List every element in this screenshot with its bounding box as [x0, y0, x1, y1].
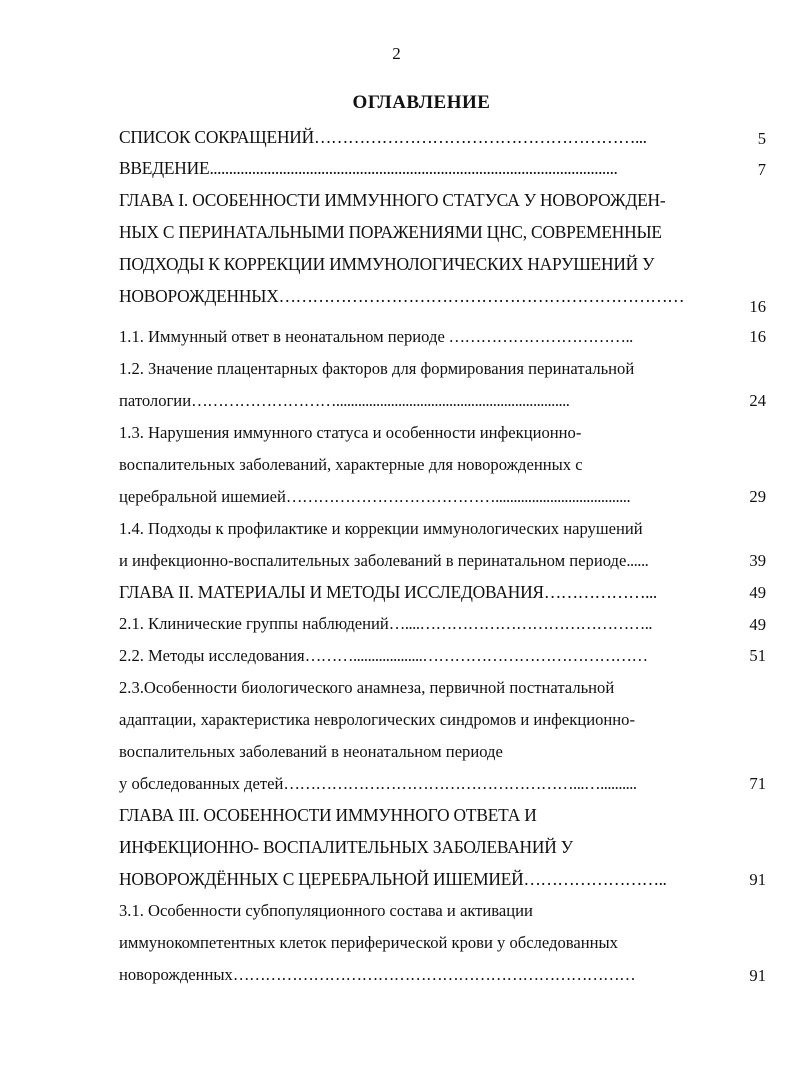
toc-page-12: 29 — [749, 487, 766, 506]
toc-text: иммунокомпетентных клеток периферической крови у обследованных — [119, 933, 618, 952]
toc-text: 3.1. Особенности субпопуляционного состава и активации — [119, 901, 533, 920]
toc-line-24 — [119, 869, 735, 890]
toc-text: церебральной ишемией — [119, 487, 286, 506]
toc-line-5 — [119, 254, 735, 275]
toc-line-17 — [119, 646, 735, 666]
page-number: 2 — [392, 44, 401, 63]
toc-text: 1.1. Иммунный ответ в неонатальном периоде — [119, 327, 445, 346]
toc-text: НЫХ С ПЕРИНАТАЛЬНЫМИ ПОРАЖЕНИЯМИ ЦНС, СОВРЕМЕННЫЕ — [119, 222, 662, 242]
toc-text: НОВОРОЖДЕННЫХ — [119, 286, 279, 306]
toc-text: 2.2. Методы исследования — [119, 646, 305, 665]
toc-page-2: 7 — [757, 160, 766, 179]
toc-page-14: 39 — [749, 551, 766, 570]
toc-line-3 — [119, 190, 735, 211]
toc-line-20 — [119, 742, 735, 762]
toc-line-18 — [119, 678, 735, 698]
toc-title: ОГЛАВЛЕНИЕ — [352, 92, 491, 113]
toc-leader: ………………………………………………………………… — [232, 965, 636, 984]
toc-page-27: 91 — [749, 966, 766, 985]
toc-line-10 — [119, 423, 735, 443]
toc-text: 1.4. Подходы к профилактике и коррекции иммунологических нарушений — [119, 519, 643, 538]
toc-line-19 — [119, 710, 735, 730]
toc-text: СПИСОК СОКРАЩЕНИЙ — [119, 127, 315, 147]
toc-line-13 — [119, 519, 735, 539]
toc-line-23 — [119, 837, 735, 858]
toc-page-7: 16 — [749, 327, 766, 346]
toc-text: ВВЕДЕНИЕ — [119, 158, 210, 178]
toc-line-1 — [119, 127, 735, 148]
toc-line-11 — [119, 455, 735, 475]
toc-page-15: 49 — [749, 583, 766, 602]
toc-text: 2.1. Клинические группы наблюдений — [119, 614, 389, 633]
toc-text: ИНФЕКЦИОННО- ВОСПАЛИТЕЛЬНЫХ ЗАБОЛЕВАНИЙ У — [119, 837, 573, 857]
toc-text: воспалительных заболеваний, характерные для новорожденных с — [119, 455, 583, 474]
toc-line-6 — [119, 286, 715, 307]
toc-page-1: 5 — [757, 129, 766, 148]
toc-text: ГЛАВА III. ОСОБЕННОСТИ ИММУННОГО ОТВЕТА И — [119, 805, 537, 825]
toc-line-9 — [119, 391, 735, 411]
toc-line-15 — [119, 582, 735, 603]
toc-leader: …....…………………………………….. — [388, 614, 653, 633]
toc-line-27 — [119, 965, 719, 985]
toc-leader: ………………………................................................................ — [191, 391, 570, 410]
toc-line-22 — [119, 805, 735, 826]
toc-leader: ………………………………………………...….......... — [283, 774, 637, 793]
toc-text: 2.3.Особенности биологического анамнеза, первичной постнатальной — [119, 678, 615, 697]
toc-page-21: 71 — [749, 774, 766, 793]
toc-line-25 — [119, 901, 735, 921]
toc-text: воспалительных заболеваний в неонатальном периоде — [119, 742, 503, 761]
toc-line-4 — [119, 222, 735, 243]
toc-leader: .......................................................................................................... — [209, 158, 618, 178]
toc-line-21 — [119, 774, 735, 794]
toc-text: ПОДХОДЫ К КОРРЕКЦИИ ИММУНОЛОГИЧЕСКИХ НАРУШЕНИЙ У — [119, 254, 655, 274]
toc-line-14 — [119, 551, 735, 571]
toc-text: НОВОРОЖДЁННЫХ С ЦЕРЕБРАЛЬНОЙ ИШЕМИЕЙ — [119, 869, 524, 889]
toc-page-16: 49 — [749, 615, 766, 634]
toc-leader: ...... — [626, 551, 649, 570]
toc-line-7 — [119, 327, 735, 347]
toc-leader: …………………………………..................................... — [285, 487, 631, 506]
toc-page-6: 16 — [749, 297, 766, 316]
toc-line-26 — [119, 933, 735, 953]
toc-text: ГЛАВА II. МАТЕРИАЛЫ И МЕТОДЫ ИССЛЕДОВАНИЯ — [119, 582, 544, 602]
toc-page-24: 91 — [749, 870, 766, 889]
toc-text: у обследованных детей — [119, 774, 284, 793]
toc-text: 1.3. Нарушения иммунного статуса и особенности инфекционно- — [119, 423, 582, 442]
toc-leader: ……………………………………………………………… — [278, 286, 684, 306]
toc-leader: ………………... — [543, 582, 657, 602]
toc-leader: …………………………….. — [444, 327, 633, 346]
toc-line-8 — [119, 359, 735, 379]
toc-line-2 — [119, 158, 735, 179]
toc-text: патологии — [119, 391, 192, 410]
toc-text: и инфекционно-воспалительных заболеваний в перинатальном периоде — [119, 551, 627, 570]
toc-line-16 — [119, 614, 735, 634]
toc-text: новорожденных — [119, 965, 233, 984]
toc-leader: …………………….. — [523, 869, 667, 889]
toc-leader: …………………………………………………... — [314, 127, 647, 147]
toc-page-9: 24 — [749, 391, 766, 410]
toc-text: ГЛАВА I. ОСОБЕННОСТИ ИММУННОГО СТАТУСА У НОВОРОЖДЕН- — [119, 190, 666, 210]
toc-page-17: 51 — [749, 646, 766, 665]
toc-leader: ………...................…………………………………… — [304, 646, 648, 665]
toc-text: 1.2. Значение плацентарных факторов для формирования перинатальной — [119, 359, 635, 378]
toc-text: адаптации, характеристика неврологических синдромов и инфекционно- — [119, 710, 635, 729]
toc-line-12 — [119, 487, 735, 507]
